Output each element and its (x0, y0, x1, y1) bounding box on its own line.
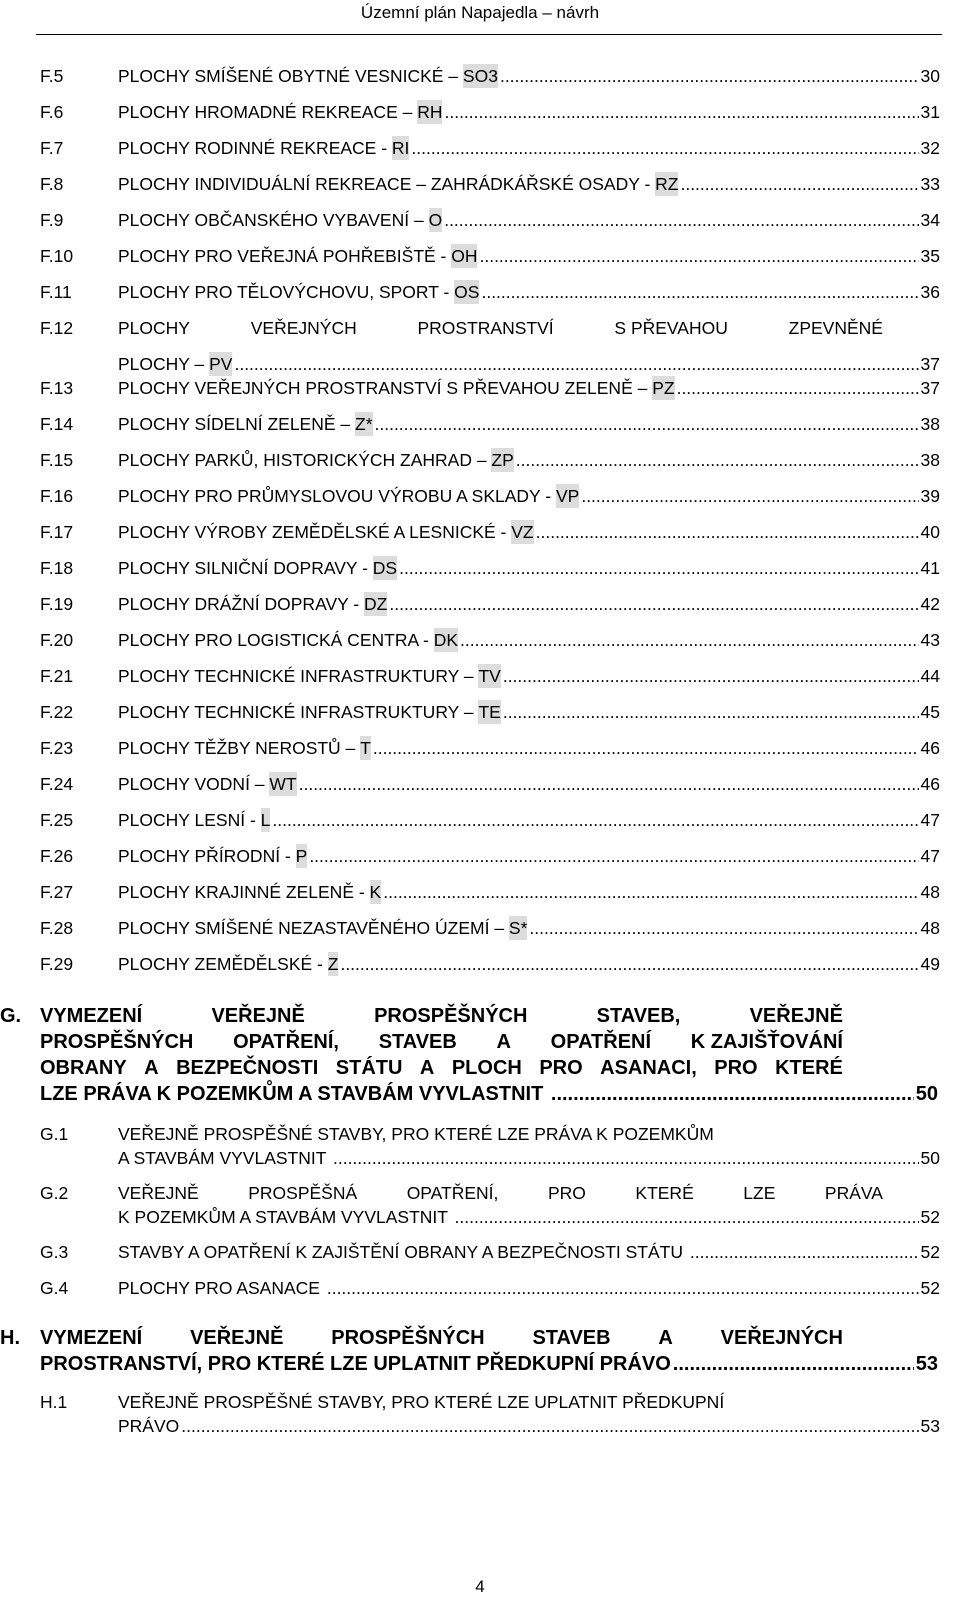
toc-entry-page: 50 (920, 1148, 940, 1168)
toc-entry-title: PLOCHY OBČANSKÉHO VYBAVENÍ – (118, 210, 429, 230)
toc-leader-dots (327, 1276, 919, 1300)
toc-entry-number: F.15 (40, 450, 74, 470)
toc-entry-title-line2: A STAVBÁM VYVLASTNIT (118, 1148, 331, 1168)
title-word: VEŘEJNĚ (118, 1183, 199, 1203)
title-word: A (419, 1057, 435, 1079)
toc-entry-title: PLOCHY VEŘEJNÝCH PROSTRANSTVÍ S PŘEVAHOU ZELENĚ – (118, 378, 653, 398)
toc-entry-code: Z* (355, 414, 373, 434)
toc-leader-dots (411, 136, 918, 160)
toc-leader-dots (516, 448, 919, 472)
toc-leader-dots (581, 484, 918, 508)
toc-entry-page: 42 (920, 594, 940, 614)
toc-entry-title: STAVBY A OPATŘENÍ K ZAJIŠTĚNÍ OBRANY A BEZPEČNOSTI STÁTU (118, 1242, 688, 1262)
toc-entry-title: PLOCHY SMÍŠENÉ OBYTNÉ VESNICKÉ – (118, 66, 463, 86)
toc-entry-title: PLOCHY SILNIČNÍ DOPRAVY - (118, 558, 373, 578)
toc-entry-code: TE (478, 702, 501, 722)
toc-entry-number: F.23 (40, 738, 74, 758)
toc-leader-dots (460, 628, 919, 652)
toc-entry-title: PLOCHY KRAJINNÉ ZELENĚ - (118, 882, 370, 902)
toc-leader-dots (373, 736, 919, 760)
toc-entry-number: F.9 (40, 210, 64, 230)
toc-entry-page: 32 (920, 138, 940, 158)
toc-leader-dots (272, 808, 918, 832)
title-word: STÁTU (335, 1057, 403, 1079)
toc-entry-title: PLOCHY SÍDELNÍ ZELENĚ – (118, 414, 355, 434)
toc-entry-title-line1 (118, 316, 883, 340)
toc-entry-page: 38 (920, 414, 940, 434)
title-word: VEŘEJNĚ (211, 1005, 305, 1027)
title-word: PLOCH (451, 1057, 522, 1079)
title-word: PROSPĚŠNÝCH (40, 1031, 194, 1053)
section-title-line2 (40, 1029, 843, 1055)
section-title-line3 (40, 1055, 843, 1081)
toc-entry-page: 41 (920, 558, 940, 578)
toc-entry-code: RZ (655, 174, 679, 194)
toc-entry-number: F.5 (40, 66, 64, 86)
toc-entry-title-line1 (118, 1181, 883, 1205)
title-word: PLOCHY (118, 318, 190, 338)
toc-entry-code: Z (327, 954, 339, 974)
toc-leader-dots (444, 208, 918, 232)
header-rule (36, 34, 942, 35)
toc-entry-number: F.19 (40, 594, 74, 614)
toc-entry-number: F.22 (40, 702, 74, 722)
toc-entry-title-line2: PRÁVO (118, 1416, 180, 1436)
title-word: STAVEB, (596, 1005, 681, 1027)
toc-entry-page: 37 (920, 354, 940, 374)
toc-entry-title: PLOCHY PRO TĚLOVÝCHOVU, SPORT - (118, 282, 455, 302)
title-word: PROSTRANSTVÍ (417, 318, 554, 338)
toc-entry-code: S* (508, 918, 528, 938)
toc-entry-title: PLOCHY – (118, 354, 210, 374)
toc-entry-title: PLOCHY ZEMĚDĚLSKÉ - (118, 954, 328, 974)
title-word: STAVEB (532, 1327, 611, 1349)
toc-entry-title: PLOCHY TECHNICKÉ INFRASTRUKTURY – (118, 702, 479, 722)
title-word: ASANACI, (600, 1057, 697, 1079)
title-word: OPATŘENÍ, (406, 1183, 499, 1203)
toc-entry-code: RH (417, 102, 443, 122)
toc-entry-number: F.11 (40, 282, 72, 302)
section-page: 53 (915, 1353, 938, 1375)
toc-entry-page: 52 (920, 1242, 940, 1262)
toc-leader-dots (503, 664, 919, 688)
toc-entry-code: P (295, 846, 308, 866)
toc-entry-title-line1: VEŘEJNĚ PROSPĚŠNÉ STAVBY, PRO KTERÉ LZE UPLATNIT PŘEDKUPNÍ (118, 1392, 725, 1412)
toc-entry-page: 49 (920, 954, 940, 974)
toc-entry-title: PLOCHY TECHNICKÉ INFRASTRUKTURY – (118, 666, 479, 686)
toc-entry-code: O (428, 210, 443, 230)
toc-entry-number: F.8 (40, 174, 64, 194)
toc-entry-number: H.1 (40, 1392, 68, 1412)
toc-leader-dots (673, 1351, 914, 1377)
toc-entry-number: F.27 (40, 882, 74, 902)
toc-entry-title: PLOCHY SMÍŠENÉ NEZASTAVĚNÉHO ÚZEMÍ – (118, 918, 509, 938)
toc-entry-title: PLOCHY PRO PRŮMYSLOVOU VÝROBU A SKLADY - (118, 486, 556, 506)
toc-leader-dots (503, 700, 919, 724)
toc-entry-title: PLOCHY PRO VEŘEJNÁ POHŘEBIŠTĚ - (118, 246, 452, 266)
toc-entry-title: PLOCHY HROMADNÉ REKREACE – (118, 102, 418, 122)
toc-leader-dots (677, 376, 919, 400)
toc-entry-code: K (369, 882, 382, 902)
title-word: VEŘEJNÝCH (250, 318, 357, 338)
title-word: OPATŘENÍ (550, 1031, 652, 1053)
toc-entry-code: VZ (511, 522, 534, 542)
toc-entry-code: OH (451, 246, 478, 266)
toc-entry-code: DS (372, 558, 398, 578)
toc-entry-page: 53 (920, 1416, 940, 1436)
toc-entry-code: RI (391, 138, 410, 158)
toc-entry-number: F.20 (40, 630, 74, 650)
toc-entry-number: F.16 (40, 486, 74, 506)
toc-entry-number: F.25 (40, 810, 74, 830)
toc-entry-page: 37 (920, 378, 940, 398)
toc-leader-dots (389, 592, 918, 616)
toc-entry-page: 30 (920, 66, 940, 86)
toc-entry-code: L (260, 810, 271, 830)
title-word: K ZAJIŠŤOVÁNÍ (690, 1031, 843, 1053)
title-word: VYMEZENÍ (40, 1327, 143, 1349)
toc-entry-code: TV (478, 666, 501, 686)
section-title-line4: LZE PRÁVA K POZEMKŮM A STAVBÁM VYVLASTNIT (40, 1083, 549, 1105)
toc-entry-page: 46 (920, 774, 940, 794)
section-number: H. (0, 1327, 20, 1349)
title-word: PRO (547, 1183, 586, 1203)
title-word: A (658, 1327, 673, 1349)
toc-entry-title: PLOCHY PŘÍRODNÍ - (118, 846, 296, 866)
toc-entry-title: PLOCHY DRÁŽNÍ DOPRAVY - (118, 594, 365, 614)
toc-leader-dots (500, 64, 919, 88)
toc-entry-number: F.13 (40, 378, 74, 398)
title-word: PRÁVA (824, 1183, 883, 1203)
toc-entry-page: 36 (920, 282, 940, 302)
title-word: BEZPEČNOSTI (176, 1057, 319, 1079)
toc-entry-code: ZP (491, 450, 514, 470)
toc-entry-title: PLOCHY PRO LOGISTICKÁ CENTRA - (118, 630, 434, 650)
toc-entry-title: PLOCHY LESNÍ - (118, 810, 261, 830)
title-word: VEŘEJNĚ (190, 1327, 284, 1349)
page-number: 4 (475, 1577, 485, 1596)
toc-leader-dots (455, 1205, 919, 1229)
title-word: STAVEB (378, 1031, 457, 1053)
toc-entry-number: F.28 (40, 918, 74, 938)
toc-entry-number: F.6 (40, 102, 64, 122)
toc-entry-title-line1: VEŘEJNĚ PROSPĚŠNÉ STAVBY, PRO KTERÉ LZE PRÁVA K POZEMKŮM (118, 1124, 714, 1144)
title-word: VYMEZENÍ (40, 1005, 143, 1027)
toc-leader-dots (551, 1081, 914, 1107)
document-header: Územní plán Napajedla – návrh (360, 3, 600, 22)
toc-entry-page: 48 (920, 918, 940, 938)
title-word: OBRANY (40, 1057, 127, 1079)
toc-entry-page: 40 (920, 522, 940, 542)
toc-entry-code: DZ (364, 594, 388, 614)
toc-entry-page: 46 (920, 738, 940, 758)
title-word: VEŘEJNĚ (749, 1005, 843, 1027)
toc-entry-number: F.24 (40, 774, 74, 794)
toc-entry-page: 52 (920, 1207, 940, 1227)
title-word: LZE (743, 1183, 776, 1203)
title-word: KTERÉ (635, 1183, 694, 1203)
toc-entry-page: 45 (920, 702, 940, 722)
toc-entry-number: F.7 (40, 138, 64, 158)
toc-entry-number: F.18 (40, 558, 74, 578)
title-word: PROSPĚŠNÝCH (374, 1005, 528, 1027)
toc-entry-title: PLOCHY TĚŽBY NEROSTŮ – (118, 738, 361, 758)
toc-entry-code: PV (209, 354, 233, 374)
toc-leader-dots (529, 916, 918, 940)
toc-entry-number: F.12 (40, 318, 74, 338)
toc-entry-number: G.1 (40, 1124, 69, 1144)
title-word: A (144, 1057, 159, 1079)
toc-entry-page: 48 (920, 882, 940, 902)
toc-leader-dots (333, 1146, 919, 1170)
toc-entry-title: PLOCHY VÝROBY ZEMĚDĚLSKÉ A LESNICKÉ - (118, 522, 512, 542)
section-title-line1 (40, 1325, 843, 1351)
toc-leader-dots (375, 412, 919, 436)
toc-leader-dots (181, 1414, 918, 1438)
toc-entry-code: PZ (652, 378, 675, 398)
toc-entry-number: F.21 (40, 666, 74, 686)
section-number: G. (0, 1005, 22, 1027)
toc-leader-dots (690, 1240, 919, 1264)
toc-leader-dots (536, 520, 919, 544)
toc-entry-page: 47 (920, 846, 940, 866)
title-word: S PŘEVAHOU (614, 318, 728, 338)
toc-entry-number: G.3 (40, 1242, 69, 1262)
toc-leader-dots (383, 880, 918, 904)
toc-leader-dots (309, 844, 918, 868)
toc-entry-code: VP (555, 486, 580, 506)
toc-entry-page: 39 (920, 486, 940, 506)
toc-entry-code: SO3 (462, 66, 498, 86)
toc-entry-number: F.29 (40, 954, 74, 974)
toc-entry-code: T (360, 738, 371, 758)
toc-entry-number: G.4 (40, 1278, 69, 1298)
toc-entry-title: PLOCHY PRO ASANACE (118, 1278, 325, 1298)
toc-entry-title: PLOCHY VODNÍ – (118, 774, 270, 794)
toc-leader-dots (444, 100, 918, 124)
title-word: ZPEVNĚNÉ (788, 318, 883, 338)
toc-leader-dots (340, 952, 918, 976)
toc-entry-code: DK (433, 630, 459, 650)
toc-entry-page: 33 (920, 174, 940, 194)
toc-entry-page: 43 (920, 630, 940, 650)
title-word: VEŘEJNÝCH (720, 1327, 843, 1349)
toc-leader-dots (234, 352, 918, 376)
toc-leader-dots (299, 772, 919, 796)
toc-leader-dots (680, 172, 918, 196)
toc-entry-page: 38 (920, 450, 940, 470)
title-word: OPATŘENÍ, (233, 1031, 339, 1053)
toc-entry-page: 52 (920, 1278, 940, 1298)
toc-leader-dots (399, 556, 918, 580)
toc-entry-page: 44 (920, 666, 940, 686)
toc-entry-title-line2: K POZEMKŮM A STAVBÁM VYVLASTNIT (118, 1207, 453, 1227)
title-word: KTERÉ (775, 1057, 843, 1079)
toc-entry-title: PLOCHY INDIVIDUÁLNÍ REKREACE – ZAHRÁDKÁŘSKÉ OSADY - (118, 174, 656, 194)
toc-leader-dots (479, 244, 918, 268)
toc-entry-number: G.2 (40, 1183, 69, 1203)
title-word: PROSPĚŠNÁ (248, 1183, 358, 1203)
toc-entry-code: OS (454, 282, 480, 302)
toc-entry-number: F.26 (40, 846, 74, 866)
toc-entry-code: WT (269, 774, 297, 794)
toc-leader-dots (481, 280, 918, 304)
toc-entry-page: 34 (920, 210, 940, 230)
section-title-line1 (40, 1003, 843, 1029)
toc-entry-page: 47 (920, 810, 940, 830)
toc-entry-number: F.14 (40, 414, 74, 434)
toc-entry-title: PLOCHY RODINNÉ REKREACE - (118, 138, 392, 158)
toc-entry-page: 31 (920, 102, 940, 122)
title-word: PRO (539, 1057, 583, 1079)
title-word: A (496, 1031, 511, 1053)
section-title-line2: PROSTRANSTVÍ, PRO KTERÉ LZE UPLATNIT PŘEDKUPNÍ PRÁVO (40, 1353, 671, 1375)
toc-entry-page: 35 (920, 246, 940, 266)
title-word: PROSPĚŠNÝCH (331, 1327, 485, 1349)
toc-entry-number: F.10 (40, 246, 74, 266)
section-page: 50 (915, 1083, 938, 1105)
toc-entry-title: PLOCHY PARKŮ, HISTORICKÝCH ZAHRAD – (118, 450, 492, 470)
toc-entry-number: F.17 (40, 522, 74, 542)
title-word: PRO (714, 1057, 758, 1079)
